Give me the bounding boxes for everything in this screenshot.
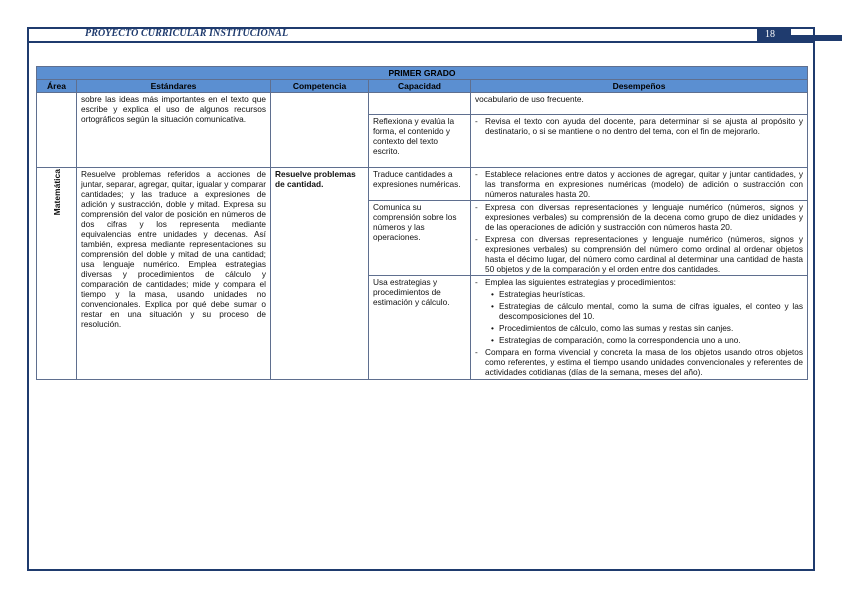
column-header-capacidad: Capacidad: [369, 80, 471, 93]
page-number: 18: [757, 28, 791, 41]
competencia-cell: Resuelve problemas de cantidad.: [271, 168, 369, 380]
desempeno-item: - Expresa con diversas representaciones y lenguaje numérico (números, signos y expresiones verbales) su comprensión del número como ordinal al ordenar objetos hasta el décimo lugar, del número como cardinal al determinar una cantidad de hasta 50 objetos y de la comparación y el orden entre dos cantidades.: [475, 234, 803, 274]
table-row: [37, 168, 808, 201]
desempeno-item: [475, 277, 803, 345]
desempeno-cell: [471, 168, 808, 201]
curriculum-table: [36, 66, 808, 380]
desempeno-item: - Compara en forma vivencial y concreta la masa de los objetos usando otros objetos como referentes, y estima el tiempo usando unidades convencionales y referentes de actividades cotidianas (días de la semana, meses del año).: [475, 347, 803, 377]
column-header-competencia: Competencia: [271, 80, 369, 93]
capacidad-cell: [369, 93, 471, 115]
table-row: [37, 93, 808, 115]
column-header-row: [37, 80, 808, 93]
strategy-bullet: • Procedimientos de cálculo, como las sumas y restas sin canjes.: [485, 323, 803, 333]
desempeno-cell: [471, 201, 808, 276]
competencia-cell-empty: [271, 93, 369, 168]
grade-header-row: [37, 67, 808, 80]
header-rule: [27, 41, 815, 43]
strategy-bullet: • Estrategias de comparación, como la correspondencia uno a uno.: [485, 335, 803, 345]
capacidad-cell: Reflexiona y evalúa la forma, el contenido y contexto del texto escrito.: [369, 115, 471, 168]
capacidad-cell: Traduce cantidades a expresiones numéricas.: [369, 168, 471, 201]
area-label: Matemática: [51, 169, 62, 216]
area-cell-empty: [37, 93, 77, 168]
grade-title: PRIMER GRADO: [37, 67, 808, 80]
desempeno-cell: [471, 115, 808, 168]
desempeno-item: - Expresa con diversas representaciones y lenguaje numérico (números, signos y expresiones verbales) su comprensión de la decena como grupo de diez unidades y de las operaciones de adición y sustracción con números hasta 20.: [475, 202, 803, 232]
capacidad-cell: Comunica su comprensión sobre los números y las operaciones.: [369, 201, 471, 276]
column-header-area: Área: [37, 80, 77, 93]
area-cell: [37, 168, 77, 380]
desempeno-item: - Revisa el texto con ayuda del docente, para determinar si se ajusta al propósito y destinatario, o si se mantiene o no dentro del tema, con el fin de mejorarlo.: [475, 116, 803, 136]
desempeno-cell: [471, 276, 808, 380]
estandar-cell: Resuelve problemas referidos a acciones de juntar, separar, agregar, quitar, igualar y comparar cantidades; y las traduce a expresiones de adición y sustracción, doble y mitad. Expresa su comprensión del valor de posición en números de dos cifras y los representa mediante equivalencias entre unidades y decenas. Así también, expresa mediante representaciones su comprensión del doble y mitad de una cantidad; usa lenguaje numérico. Emplea estrategias diversas y procedimientos de cálculo y comparación de cantidades; mide y compara el tiempo y la masa, usando unidades no convencionales. Explica por qué debe sumar o restar en una situación y su proceso de resolución.: [77, 168, 271, 380]
desempeno-cell: vocabulario de uso frecuente.: [471, 93, 808, 115]
estandar-cell: sobre las ideas más importantes en el texto que escribe y explica el uso de algunos recursos ortográficos según la situación comunicativa.: [77, 93, 271, 168]
desempeno-intro: Emplea las siguientes estrategias y procedimientos:: [485, 277, 676, 287]
strategy-bullet: • Estrategias heurísticas.: [485, 289, 803, 299]
page-number-tab: [791, 35, 842, 41]
column-header-desempenos: Desempeños: [471, 80, 808, 93]
capacidad-cell: Usa estrategias y procedimientos de estimación y cálculo.: [369, 276, 471, 380]
desempeno-item: - Establece relaciones entre datos y acciones de agregar, quitar y juntar cantidades, y las transforma en expresiones numéricas (modelo) de adición o sustracción con números naturales hasta 20.: [475, 169, 803, 199]
document-header-title: PROYECTO CURRICULAR INSTITUCIONAL: [85, 28, 289, 39]
strategy-bullet: • Estrategias de cálculo mental, como la suma de cifras iguales, el conteo y las descomposiciones del 10.: [485, 301, 803, 321]
column-header-estandares: Estándares: [77, 80, 271, 93]
